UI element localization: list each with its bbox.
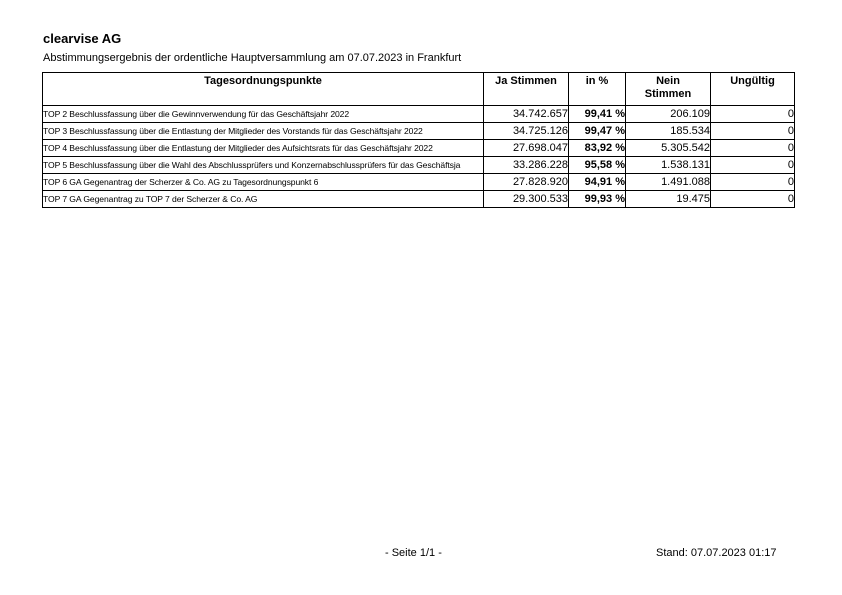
cell-topic: TOP 5 Beschlussfassung über die Wahl des Abschlussprüfers und Konzernabschlussprüfers für das Geschäftsja bbox=[43, 157, 484, 174]
table-row bbox=[43, 106, 795, 123]
table-row bbox=[43, 191, 795, 208]
column-header-no bbox=[626, 73, 711, 106]
cell-invalid: 0 bbox=[711, 123, 795, 140]
cell-topic: TOP 2 Beschlussfassung über die Gewinnverwendung für das Geschäftsjahr 2022 bbox=[43, 106, 484, 123]
cell-topic: TOP 6 GA Gegenantrag der Scherzer & Co. AG zu Tagesordnungspunkt 6 bbox=[43, 174, 484, 191]
cell-yes-votes: 34.742.657 bbox=[484, 106, 569, 123]
cell-yes-votes: 29.300.533 bbox=[484, 191, 569, 208]
cell-no-votes: 19.475 bbox=[626, 191, 711, 208]
cell-yes-votes: 34.725.126 bbox=[484, 123, 569, 140]
cell-no-votes: 206.109 bbox=[626, 106, 711, 123]
cell-no-votes: 5.305.542 bbox=[626, 140, 711, 157]
table-row bbox=[43, 157, 795, 174]
cell-invalid: 0 bbox=[711, 157, 795, 174]
cell-invalid: 0 bbox=[711, 140, 795, 157]
cell-percent: 83,92 % bbox=[569, 140, 626, 157]
table-header-row bbox=[43, 73, 795, 106]
cell-percent: 94,91 % bbox=[569, 174, 626, 191]
cell-no-votes: 1.538.131 bbox=[626, 157, 711, 174]
cell-yes-votes: 27.828.920 bbox=[484, 174, 569, 191]
cell-topic: TOP 3 Beschlussfassung über die Entlastung der Mitglieder des Vorstands für das Geschäftsjahr 2022 bbox=[43, 123, 484, 140]
document-subtitle: Abstimmungsergebnis der ordentliche Hauptversammlung am 07.07.2023 in Frankfurt bbox=[43, 52, 462, 64]
cell-topic: TOP 7 GA Gegenantrag zu TOP 7 der Scherzer & Co. AG bbox=[43, 191, 484, 208]
cell-invalid: 0 bbox=[711, 174, 795, 191]
company-name: clearvise AG bbox=[43, 31, 122, 46]
cell-yes-votes: 27.698.047 bbox=[484, 140, 569, 157]
cell-percent: 95,58 % bbox=[569, 157, 626, 174]
column-header-no-line1: Nein bbox=[656, 75, 680, 87]
cell-invalid: 0 bbox=[711, 191, 795, 208]
cell-no-votes: 185.534 bbox=[626, 123, 711, 140]
cell-no-votes: 1.491.088 bbox=[626, 174, 711, 191]
page-number: - Seite 1/1 - bbox=[385, 547, 442, 559]
table-row bbox=[43, 174, 795, 191]
table-row bbox=[43, 123, 795, 140]
cell-percent: 99,93 % bbox=[569, 191, 626, 208]
column-header-topic: Tagesordnungspunkte bbox=[43, 73, 484, 106]
column-header-yes: Ja Stimmen bbox=[484, 73, 569, 106]
cell-invalid: 0 bbox=[711, 106, 795, 123]
cell-topic: TOP 4 Beschlussfassung über die Entlastung der Mitglieder des Aufsichtsrats für das Geschäftsjahr 2022 bbox=[43, 140, 484, 157]
cell-percent: 99,47 % bbox=[569, 123, 626, 140]
stand-timestamp: Stand: 07.07.2023 01:17 bbox=[656, 547, 777, 559]
voting-results-table bbox=[42, 72, 795, 208]
table-row bbox=[43, 140, 795, 157]
column-header-no-line2: Stimmen bbox=[644, 88, 692, 100]
cell-yes-votes: 33.286.228 bbox=[484, 157, 569, 174]
column-header-invalid: Ungültig bbox=[711, 73, 795, 106]
cell-percent: 99,41 % bbox=[569, 106, 626, 123]
column-header-percent: in % bbox=[569, 73, 626, 106]
